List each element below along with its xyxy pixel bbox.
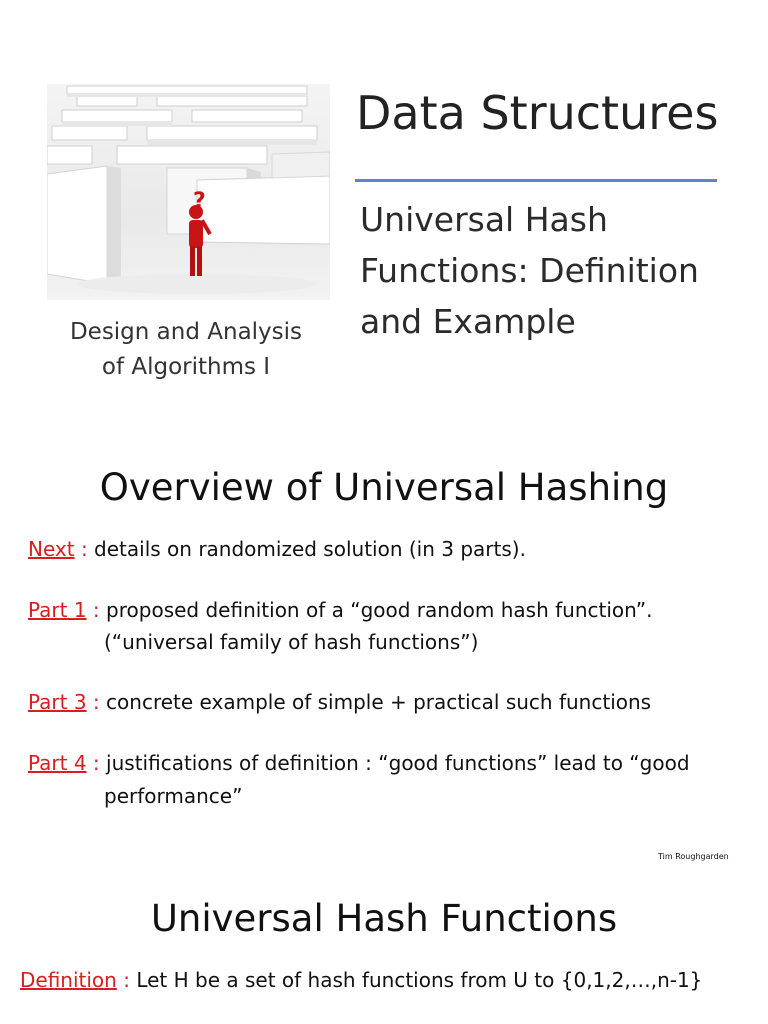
part1-note: (“universal family of hash functions”) xyxy=(104,630,479,654)
overview-row-part4 xyxy=(28,751,690,775)
maze-image xyxy=(47,84,330,300)
definition-text: Let H be a set of hash functions from U to {0,1,2,…,n-1} xyxy=(129,968,703,992)
overview-row-part1 xyxy=(28,598,652,622)
row-label: Part 3 xyxy=(28,690,87,714)
row-colon: : xyxy=(86,690,100,714)
svg-text:?: ? xyxy=(193,189,206,214)
author-credit: Tim Roughgarden xyxy=(658,852,729,861)
lecture-subtitle xyxy=(360,194,760,347)
row-colon: : xyxy=(74,537,88,561)
definition-label: Definition xyxy=(20,968,117,992)
row-text: proposed definition of a “good random hash function”. xyxy=(99,598,653,622)
definition-colon: : xyxy=(116,968,130,992)
subtitle-line-3: and Example xyxy=(360,302,576,341)
row-colon: : xyxy=(86,598,100,622)
overview-row-next xyxy=(28,537,526,561)
row-label: Part 1 xyxy=(28,598,87,622)
overview-row-part3 xyxy=(28,690,651,714)
definition-row xyxy=(20,968,702,992)
universal-hash-title: Universal Hash Functions xyxy=(150,897,618,940)
title-divider xyxy=(355,179,717,182)
row-label: Part 4 xyxy=(28,751,87,775)
main-title: Data Structures xyxy=(356,86,719,140)
course-line-1: Design and Analysis xyxy=(69,319,303,345)
overview-title: Overview of Universal Hashing xyxy=(99,466,669,509)
subtitle-line-1: Universal Hash xyxy=(360,200,608,239)
part4-continuation: performance” xyxy=(104,784,243,808)
subtitle-line-2: Functions: Definition xyxy=(360,251,699,290)
course-name xyxy=(40,315,332,385)
row-label: Next xyxy=(28,537,75,561)
row-text: details on randomized solution (in 3 parts). xyxy=(87,537,526,561)
course-line-2: of Algorithms I xyxy=(101,354,271,380)
row-text: justifications of definition : “good functions” lead to “good xyxy=(99,751,690,775)
row-text: concrete example of simple + practical such functions xyxy=(99,690,652,714)
row-colon: : xyxy=(86,751,100,775)
